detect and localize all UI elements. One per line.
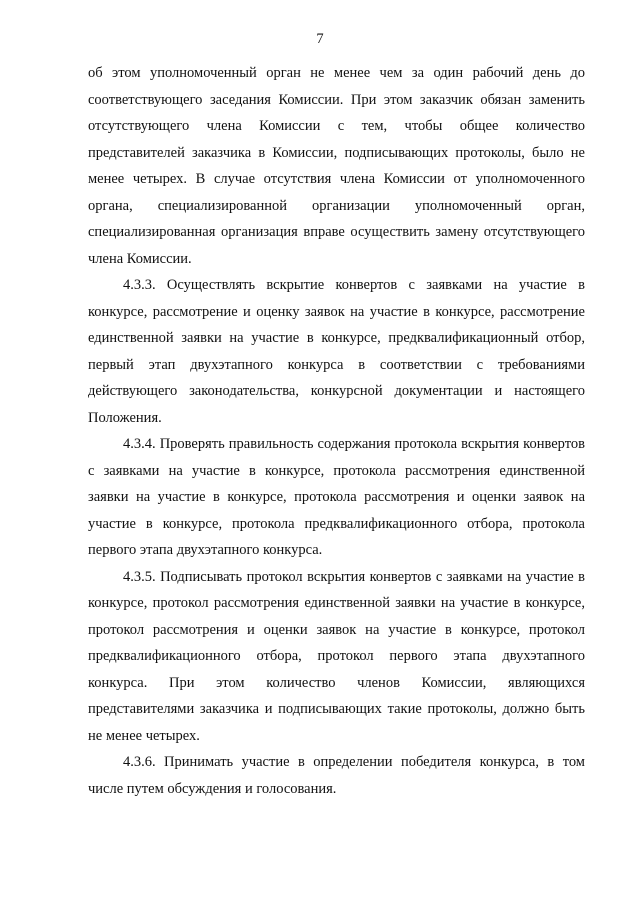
page-number: 7 bbox=[316, 31, 324, 47]
paragraph-4-3-5: 4.3.5. Подписывать протокол вскрытия конвертов с заявками на участие в конкурсе, протокол рассмотрения единственной заявки на участие в конкурсе, протокол рассмотрения и оценки заявок на участие в конкурсе, протокол предквалификационного отбора, протокол первого этапа двухэтапного конкурса. При этом количество членов Комиссии, являющихся представителями заказчика и подписывающих такие протоколы, должно быть не менее четырех. bbox=[88, 568, 585, 744]
paragraph-4-3-3: 4.3.3. Осуществлять вскрытие конвертов с заявками на участие в конкурсе, рассмотрение и оценку заявок на участие в конкурсе, рассмотрение единственной заявки на участие в конкурсе, предквалификационный отбор, первый этап двухэтапного конкурса в соответствии с требованиями действующего законодательства, конкурсной документации и настоящего Положения. bbox=[88, 277, 585, 426]
paragraph-4-3-4: 4.3.4. Проверять правильность содержания протокола вскрытия конвертов с заявками на участие в конкурсе, протокола рассмотрения единственной заявки на участие в конкурсе, протокола рассмотрения и оценки заявок на участие в конкурсе, протокола предквалификационного отбора, протокола первого этапа двухэтапного конкурса. bbox=[88, 436, 585, 558]
paragraph-continuation: об этом уполномоченный орган не менее чем за один рабочий день до соответствующего заседания Комиссии. При этом заказчик обязан заменить отсутствующего члена Комиссии с тем, чтобы общее количество представителей заказчика в Комиссии, подписывающих протоколы, было не менее четырех. В случае отсутствия члена Комиссии от уполномоченного органа, специализированной организации уполномоченный орган, специализированная организация вправе осуществить замену отсутствующего члена Комиссии. bbox=[88, 65, 585, 267]
document-body bbox=[88, 60, 585, 802]
paragraph-4-3-6: 4.3.6. Принимать участие в определении победителя конкурса, в том числе путем обсуждения и голосования. bbox=[88, 754, 585, 797]
